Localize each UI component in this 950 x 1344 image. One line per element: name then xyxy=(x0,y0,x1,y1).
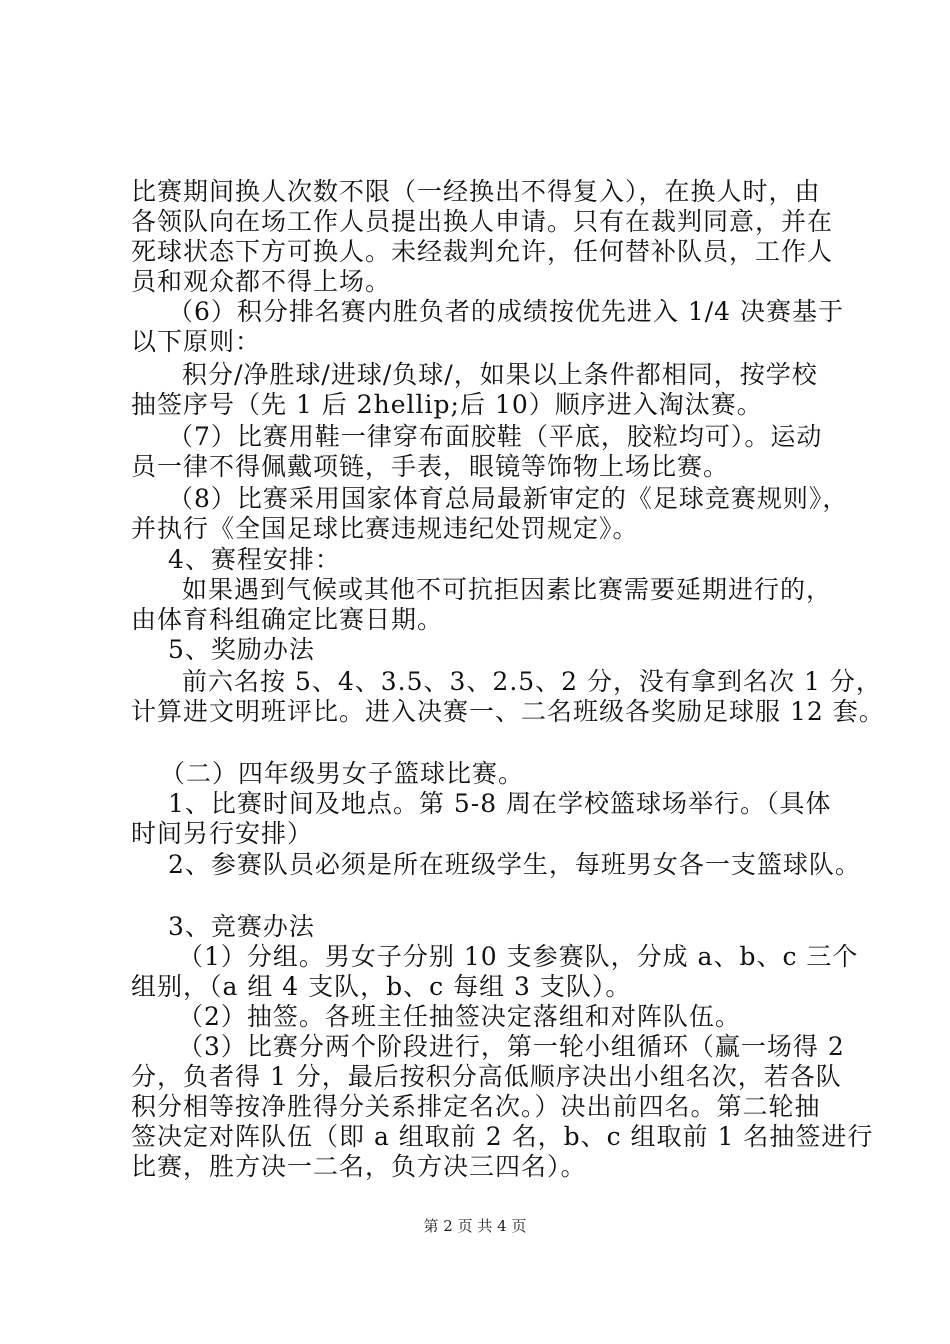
text-line: （3）比赛分两个阶段进行，第一轮小组循环（赢一场得 2 xyxy=(178,1032,845,1061)
text-line: 各领队向在场工作人员提出换人申请。只有在裁判同意，并在 xyxy=(131,207,834,236)
text-line: 积分相等按净胜得分关系排定名次。）决出前四名。第二轮抽 xyxy=(131,1092,821,1121)
text-line: 死球状态下方可换人。未经裁判允许，任何替补队员，工作人 xyxy=(131,237,834,266)
section-heading: 4、赛程安排： xyxy=(168,545,341,574)
text-line: 时间另行安排） xyxy=(131,819,314,848)
text-line: 计算进文明班评比。进入决赛一、二名班级各奖励足球服 12 套。 xyxy=(131,697,885,726)
page-footer: 第 2 页 共 4 页 xyxy=(423,1217,527,1235)
text-line: 以下原则： xyxy=(131,327,262,356)
text-line: 签决定对阵队伍（即 a 组取前 2 名，b、c 组取前 1 名抽签进行 xyxy=(131,1122,874,1151)
text-line: 由体育科组确定比赛日期。 xyxy=(131,605,444,634)
section-heading: 3、竞赛办法 xyxy=(168,912,315,941)
text-line: 如果遇到气候或其他不可抗拒因素比赛需要延期进行的， xyxy=(182,575,833,604)
text-line: 比赛期间换人次数不限（一经换出不得复入），在换人时，由 xyxy=(131,177,821,206)
text-line: 2、参赛队员必须是所在班级学生，每班男女各一支篮球队。 xyxy=(168,850,861,879)
text-line: （2）抽签。各班主任抽签决定落组和对阵队伍。 xyxy=(178,1002,741,1031)
text-line: 并执行《全国足球比赛违规违纪处罚规定》。 xyxy=(131,514,639,543)
text-line: （1）分组。男女子分别 10 支参赛队，分成 a、b、c 三个 xyxy=(178,942,859,971)
text-line: 前六名按 5、4、3.5、3、2.5、2 分，没有拿到名次 1 分， xyxy=(182,667,882,696)
text-line: 1、比赛时间及地点。第 5-8 周在学校篮球场举行。（具体 xyxy=(168,789,832,818)
text-line: （7）比赛用鞋一律穿布面胶鞋（平底，胶粒均可）。运动 xyxy=(168,422,823,451)
text-line: 分，负者得 1 分，最后按积分高低顺序决出小组名次，若各队 xyxy=(131,1062,842,1091)
text-line: （8）比赛采用国家体育总局最新审定的《足球竞赛规则》， xyxy=(168,484,849,513)
text-line: 积分/净胜球/进球/负球/，如果以上条件都相同，按学校 xyxy=(182,360,818,389)
section-heading: （二）四年级男女子篮球比赛。 xyxy=(160,759,525,788)
text-line: 员一律不得佩戴项链，手表，眼镜等饰物上场比赛。 xyxy=(131,452,730,481)
section-heading: 5、奖励办法 xyxy=(168,635,315,664)
text-line: 抽签序号（先 1 后 2hellip;后 10）顺序进入淘汰赛。 xyxy=(131,390,763,419)
text-line: 组别，（a 组 4 支队，b、c 每组 3 支队）。 xyxy=(131,972,632,1001)
text-line: 员和观众都不得上场。 xyxy=(131,267,392,296)
text-line: 比赛，胜方决一二名，负方决三四名）。 xyxy=(131,1152,587,1181)
text-line: （6）积分排名赛内胜负者的成绩按优先进入 1/4 决赛基于 xyxy=(168,297,845,326)
